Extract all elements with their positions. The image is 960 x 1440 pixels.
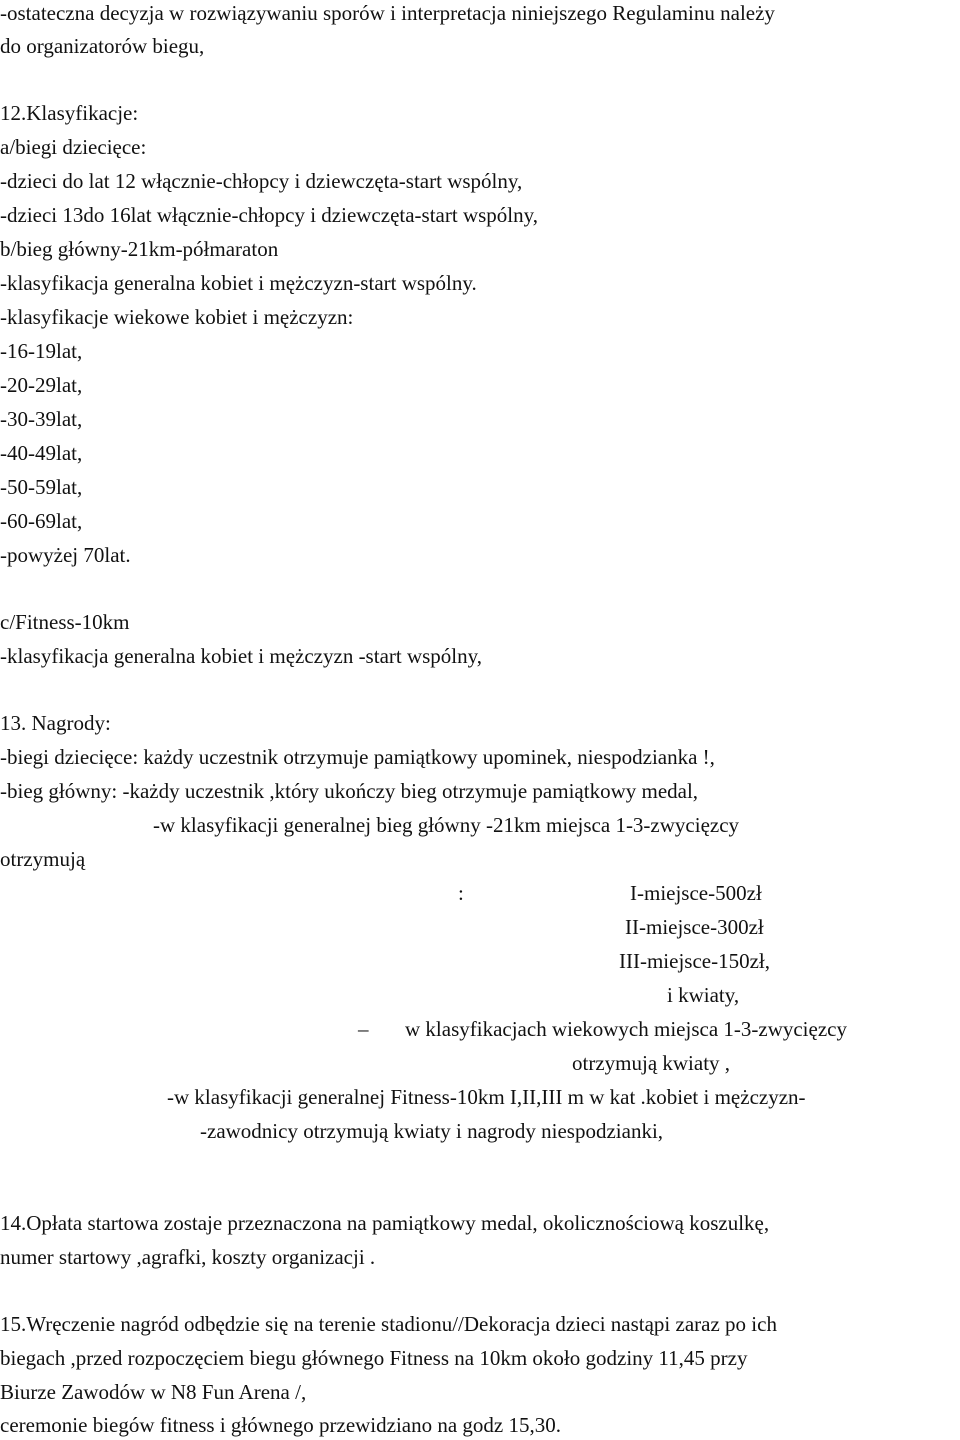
- age-prizes-dash: –: [358, 1017, 369, 1041]
- age-group-item: -powyżej 70lat.: [0, 543, 131, 567]
- general-prizes-line: -w klasyfikacji generalnej bieg główny -21km miejsca 1-3-zwycięzcy: [153, 813, 740, 837]
- age-group-item: -20-29lat,: [0, 373, 83, 397]
- award-ceremony-line: ceremonie biegów fitness i głównego przewidziano na godz 15,30.: [0, 1413, 562, 1437]
- award-ceremony-line: biegach ,przed rozpoczęciem biegu głównego Fitness na 10km około godziny 11,45 przy: [0, 1346, 748, 1370]
- kids-group-item: -dzieci do lat 12 włącznie-chłopcy i dziewczęta-start wspólny,: [0, 169, 523, 193]
- age-classification-label: -klasyfikacje wiekowe kobiet i mężczyzn:: [0, 305, 354, 329]
- prizes-heading: 13. Nagrody:: [0, 711, 111, 735]
- fee-line-continuation: numer startowy ,agrafki, koszty organizacji .: [0, 1245, 376, 1269]
- prize-first-place: I-miejsce-500zł: [630, 881, 762, 905]
- rules-line-decision: -ostateczna decyzja w rozwiązywaniu sporów i interpretacja niniejszego Regulaminu należy: [0, 1, 775, 25]
- kids-group-item: -dzieci 13do 16lat włącznie-chłopcy i dziewczęta-start wspólny,: [0, 203, 539, 227]
- main-run-label: b/bieg główny-21km-półmaraton: [0, 237, 279, 261]
- fitness-prizes-continuation: -zawodnicy otrzymują kwiaty i nagrody niespodzianki,: [200, 1119, 664, 1143]
- fitness-general-classification: -klasyfikacja generalna kobiet i mężczyzn -start wspólny,: [0, 644, 483, 668]
- age-prizes-line: w klasyfikacjach wiekowych miejsca 1-3-zwycięzcy: [405, 1017, 847, 1041]
- main-run-prizes: -bieg główny: -każdy uczestnik ,który ukończy bieg otrzymuje pamiątkowy medal,: [0, 779, 699, 803]
- age-group-item: -40-49lat,: [0, 441, 83, 465]
- rules-line-organizers: do organizatorów biegu,: [0, 34, 205, 58]
- age-prizes-continuation: otrzymują kwiaty ,: [572, 1051, 731, 1075]
- prize-third-place: III-miejsce-150zł,: [619, 949, 771, 973]
- fitness-run-label: c/Fitness-10km: [0, 610, 130, 634]
- age-group-item: -50-59lat,: [0, 475, 83, 499]
- award-ceremony-line: 15.Wręczenie nagród odbędzie się na terenie stadionu//Dekoracja dzieci nastąpi zaraz po ich: [0, 1312, 777, 1336]
- fee-line: 14.Opłata startowa zostaje przeznaczona na pamiątkowy medal, okolicznościową koszulkę,: [0, 1211, 770, 1235]
- kids-run-label: a/biegi dziecięce:: [0, 135, 147, 159]
- kids-prizes: -biegi dziecięce: każdy uczestnik otrzymuje pamiątkowy upominek, niespodzianka !,: [0, 745, 715, 769]
- fitness-prizes-line: -w klasyfikacji generalnej Fitness-10km I,II,III m w kat .kobiet i mężczyzn-: [167, 1085, 806, 1109]
- prize-second-place: II-miejsce-300zł: [625, 915, 764, 939]
- general-prizes-continuation: otrzymują: [0, 847, 86, 871]
- main-general-classification: -klasyfikacja generalna kobiet i mężczyzn-start wspólny.: [0, 271, 477, 295]
- classification-heading: 12.Klasyfikacje:: [0, 101, 139, 125]
- age-group-item: -16-19lat,: [0, 339, 83, 363]
- prize-list-colon: :: [458, 881, 464, 905]
- prize-flowers: i kwiaty,: [667, 983, 740, 1007]
- age-group-item: -60-69lat,: [0, 509, 83, 533]
- age-group-item: -30-39lat,: [0, 407, 83, 431]
- award-ceremony-line: Biurze Zawodów w N8 Fun Arena /,: [0, 1380, 307, 1404]
